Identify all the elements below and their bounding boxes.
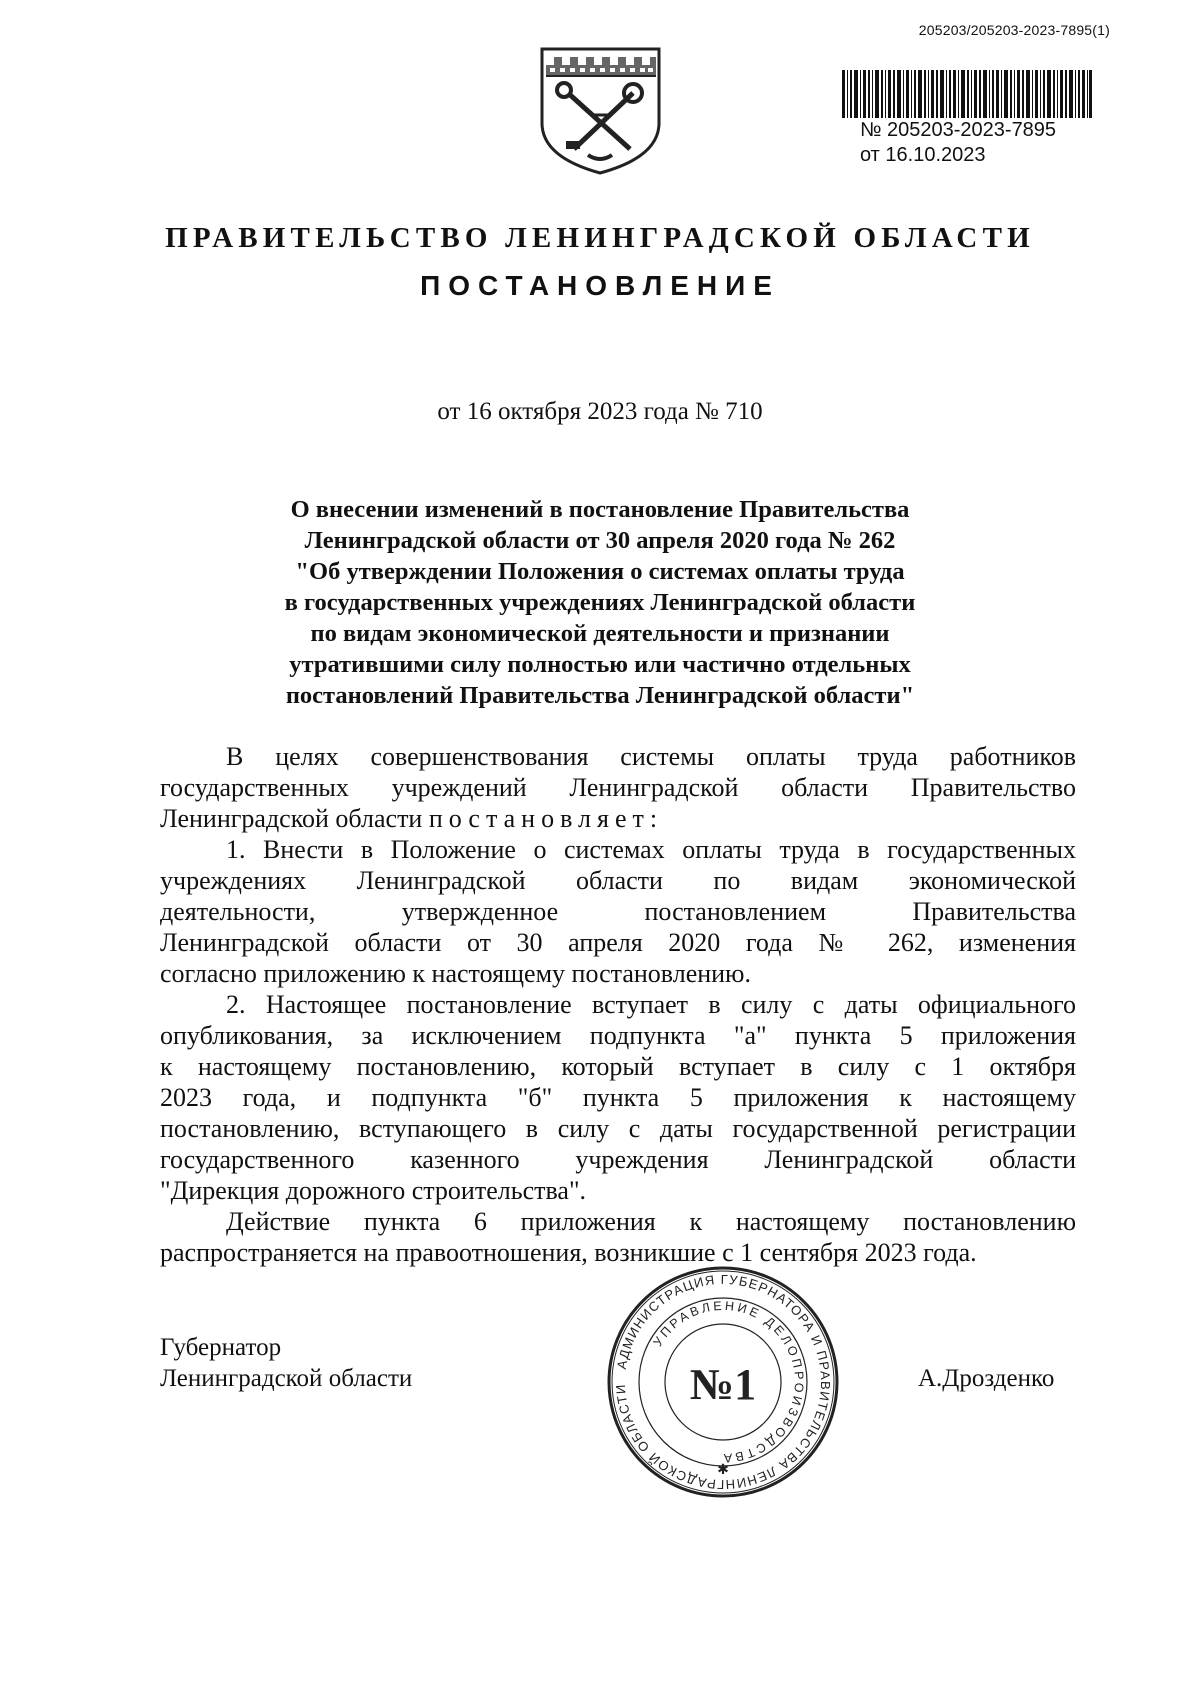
position-line: Губернатор (160, 1334, 282, 1361)
paragraph-line (160, 803, 1076, 834)
preamble-paragraph (160, 741, 1076, 834)
paragraph-line: постановлению, вступающего в силу с даты государственной регистрации (160, 1114, 1076, 1143)
subject-line: "Об утверждении Положения о системах оплаты труда (295, 558, 905, 585)
seal-outer-text: АДМИНИСТРАЦИЯ ГУБЕРНАТОРА И ПРАВИТЕЛЬСТВА ЛЕНИНГРАДСКОЙ ОБЛАСТИ (612, 1271, 834, 1493)
document-date-number: от 16 октября 2023 года № 710 (437, 398, 763, 425)
paragraph-line: опубликования, за исключением подпункта "а" пункта 5 приложения (160, 1021, 1076, 1050)
item-1-paragraph (160, 834, 1076, 989)
subject-line: Ленинградской области от 30 апреля 2020 года № 262 (304, 527, 896, 554)
document-type: ПОСТАНОВЛЕНИЕ (420, 270, 780, 301)
registration-date: от 16.10.2023 (860, 144, 986, 166)
paragraph-line: "Дирекция дорожного строительства". (160, 1176, 587, 1205)
preamble-prefix: Ленинградской области (160, 804, 423, 833)
paragraph-line: В целях совершенствования системы оплаты труда работников (226, 742, 1076, 771)
paragraph-line: деятельности, утвержденное постановлением Правительства (160, 897, 1076, 926)
paragraph-line: 2023 года, и подпункта "б" пункта 5 приложения к настоящему (160, 1083, 1076, 1112)
paragraph-line: Действие пункта 6 приложения к настоящему постановлению (226, 1207, 1076, 1236)
seal-number: №1 (689, 1360, 757, 1409)
issuer-title: ПРАВИТЕЛЬСТВО ЛЕНИНГРАДСКОЙ ОБЛАСТИ (165, 222, 1035, 254)
paragraph-line: 1. Внести в Положение о системах оплаты труда в государственных (226, 835, 1076, 864)
subject-line: постановлений Правительства Ленинградской области" (285, 682, 915, 709)
subject-line: О внесении изменений в постановление Правительства (290, 496, 910, 523)
paragraph-line: государственных учреждений Ленинградской области Правительство (160, 773, 1076, 802)
registration-number: № 205203-2023-7895 (860, 119, 1057, 141)
paragraph-line: распространяется на правоотношения, возникшие с 1 сентября 2023 года. (160, 1238, 977, 1267)
position-line: Ленинградской области (160, 1365, 413, 1392)
paragraph-line: государственного казенного учреждения Ленинградской области (160, 1145, 1076, 1174)
seal-inner-text: УПРАВЛЕНИЕ ДЕЛОПРОИЗВОДСТВА (650, 1298, 807, 1466)
subject-line: в государственных учреждениях Ленинградской области (284, 589, 916, 616)
document-id: 205203/205203-2023-7895(1) (918, 22, 1110, 38)
document-subject (150, 494, 1050, 711)
resolves-word: постановляет: (428, 804, 664, 833)
coat-of-arms-icon (538, 45, 663, 175)
subject-line: утратившими силу полностью или частично отдельных (289, 651, 911, 678)
item-2-paragraph (160, 989, 1076, 1206)
paragraph-line: Ленинградской области от 30 апреля 2020 года № 262, изменения (160, 928, 1076, 957)
signatory-name: А.Дрозденко (918, 1365, 1055, 1392)
barcode-icon (842, 70, 1092, 118)
paragraph-line: к настоящему постановлению, который вступает в силу с 1 октября (160, 1052, 1076, 1081)
paragraph-line: согласно приложению к настоящему постановлению. (160, 959, 751, 988)
item-3-paragraph (160, 1206, 1076, 1268)
signatory-position (160, 1332, 412, 1394)
svg-text:✱: ✱ (717, 1463, 729, 1478)
official-seal-icon (603, 1262, 843, 1502)
paragraph-line: 2. Настоящее постановление вступает в силу с даты официального (226, 990, 1076, 1019)
subject-line: по видам экономической деятельности и признании (310, 620, 890, 647)
paragraph-line: учреждениях Ленинградской области по видам экономической (160, 866, 1076, 895)
